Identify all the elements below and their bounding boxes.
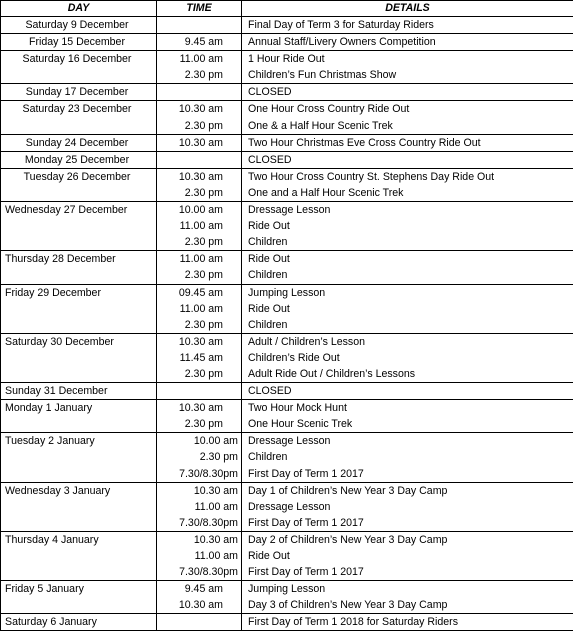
time-value: 10.30 am — [178, 402, 223, 415]
details-value: CLOSED — [248, 153, 292, 166]
time-value — [160, 383, 223, 399]
day-cell: Sunday 24 December — [1, 134, 157, 151]
details-cell — [242, 433, 573, 482]
details-cell — [242, 400, 573, 433]
day-cell: Wednesday 27 December — [1, 202, 157, 251]
time-value: 11.00 am — [179, 220, 223, 233]
time-cell — [157, 134, 242, 151]
details-value: One & a Half Hour Scenic Trek — [248, 119, 393, 132]
time-value: 2.30 pm — [184, 367, 223, 380]
table-row — [1, 134, 573, 151]
details-cell — [242, 482, 573, 531]
details-value: Day 1 of Children’s New Year 3 Day Camp — [248, 484, 448, 497]
details-cell — [242, 84, 573, 101]
time-value: 10.30 am — [178, 136, 223, 149]
details-value: Children — [248, 236, 288, 249]
time-value: 9.45 am — [184, 583, 223, 596]
time-value: 10.30 am — [178, 335, 223, 348]
time-value: 11.00 am — [179, 53, 223, 66]
day-cell: Friday 15 December — [1, 34, 157, 51]
time-value: 11.45 am — [179, 351, 223, 364]
time-cell — [157, 614, 242, 631]
time-cell — [157, 202, 242, 251]
time-value: 2.30 pm — [184, 186, 223, 199]
details-cell — [242, 101, 573, 134]
details-value: 1 Hour Ride Out — [248, 53, 325, 66]
details-cell — [242, 202, 573, 251]
time-value: 2.30 pm — [184, 269, 223, 282]
table-row — [1, 151, 573, 168]
details-value: CLOSED — [248, 385, 292, 398]
time-value: 11.00 am — [194, 550, 238, 562]
details-value: First Day of Term 1 2017 — [248, 467, 364, 480]
details-cell — [242, 17, 573, 34]
time-value: 7.30/8.30pm — [179, 516, 238, 529]
table-row — [1, 284, 573, 333]
time-value: 2.30 pm — [184, 69, 223, 82]
time-value — [160, 152, 223, 168]
time-value: 2.30 pm — [184, 318, 223, 331]
details-value: Day 3 of Children’s New Year 3 Day Camp — [248, 599, 448, 612]
table-row — [1, 251, 573, 284]
time-value: 11.00 am — [194, 500, 238, 513]
details-value: Children — [248, 269, 288, 282]
details-value: Two Hour Cross Country St. Stephens Day Ride Out — [248, 170, 495, 183]
details-value: Day 2 of Children’s New Year 3 Day Camp — [248, 533, 448, 546]
details-value: Children — [248, 451, 288, 464]
header-row — [1, 1, 573, 17]
time-cell — [157, 151, 242, 168]
time-cell — [157, 433, 242, 482]
table-row — [1, 383, 573, 400]
time-cell — [157, 34, 242, 51]
time-value: 2.30 pm — [184, 119, 223, 132]
header-day: DAY — [1, 1, 157, 17]
time-cell — [157, 51, 242, 84]
details-value: One Hour Cross Country Ride Out — [248, 103, 410, 116]
time-cell — [157, 17, 242, 34]
table-row — [1, 17, 573, 34]
time-value: 10.00 am — [178, 204, 223, 217]
table-row — [1, 482, 573, 531]
details-value: Jumping Lesson — [248, 583, 326, 596]
time-cell — [157, 531, 242, 580]
time-value: 9.45 am — [184, 36, 223, 49]
time-value: 10.30 am — [178, 599, 223, 612]
day-cell: Monday 1 January — [1, 400, 157, 433]
table-row — [1, 168, 573, 201]
day-cell: Wednesday 3 January — [1, 482, 157, 531]
time-value: 11.00 am — [179, 253, 223, 266]
details-cell — [242, 134, 573, 151]
time-value — [160, 84, 223, 100]
day-cell: Thursday 4 January — [1, 531, 157, 580]
table-row — [1, 433, 573, 482]
time-value: 2.30 pm — [184, 236, 223, 249]
details-value: One Hour Scenic Trek — [248, 418, 353, 431]
time-value: 2.30 pm — [199, 451, 238, 464]
schedule-body — [1, 17, 573, 631]
details-value: Adult / Children’s Lesson — [248, 335, 365, 348]
time-value — [160, 17, 223, 33]
details-cell — [242, 284, 573, 333]
table-row — [1, 51, 573, 84]
details-value: Dressage Lesson — [248, 500, 331, 513]
time-cell — [157, 101, 242, 134]
time-value: 10.30 am — [193, 484, 238, 497]
details-cell — [242, 251, 573, 284]
details-value: Adult Ride Out / Children’s Lessons — [248, 367, 416, 380]
time-cell — [157, 482, 242, 531]
details-value: Ride Out — [248, 253, 290, 266]
table-row — [1, 84, 573, 101]
time-value: 11.00 am — [179, 302, 223, 315]
table-row — [1, 101, 573, 134]
time-cell — [157, 168, 242, 201]
time-cell — [157, 400, 242, 433]
details-cell — [242, 581, 573, 614]
day-cell: Tuesday 2 January — [1, 433, 157, 482]
details-cell — [242, 531, 573, 580]
time-value: 10.30 am — [178, 103, 223, 116]
time-cell — [157, 284, 242, 333]
details-value: Final Day of Term 3 for Saturday Riders — [248, 19, 434, 31]
details-value: Ride Out — [248, 550, 290, 562]
details-value: First Day of Term 1 2017 — [248, 566, 364, 579]
details-cell — [242, 333, 573, 382]
details-cell — [242, 51, 573, 84]
day-cell: Friday 29 December — [1, 284, 157, 333]
day-cell: Saturday 30 December — [1, 333, 157, 382]
time-value: 10.00 am — [193, 435, 238, 448]
day-cell: Sunday 31 December — [1, 383, 157, 400]
details-value: Annual Staff/Livery Owners Competition — [248, 36, 436, 49]
time-cell — [157, 333, 242, 382]
table-row — [1, 34, 573, 51]
day-cell: Saturday 9 December — [1, 17, 157, 34]
details-cell — [242, 151, 573, 168]
table-row — [1, 400, 573, 433]
details-value: Two Hour Christmas Eve Cross Country Ride Out — [248, 136, 481, 149]
details-value: Dressage Lesson — [248, 204, 331, 217]
details-value: Ride Out — [248, 220, 290, 233]
day-cell: Sunday 17 December — [1, 84, 157, 101]
day-cell: Thursday 28 December — [1, 251, 157, 284]
header-details: DETAILS — [242, 1, 573, 17]
day-cell: Saturday 16 December — [1, 51, 157, 84]
details-value: First Day of Term 1 2018 for Saturday Riders — [248, 616, 458, 629]
details-value: Children’s Fun Christmas Show — [248, 69, 397, 82]
time-value: 10.30 am — [178, 170, 223, 183]
details-value: Dressage Lesson — [248, 435, 331, 448]
details-cell — [242, 383, 573, 400]
time-value — [160, 614, 223, 630]
time-value: 7.30/8.30pm — [179, 566, 238, 579]
time-cell — [157, 383, 242, 400]
time-cell — [157, 251, 242, 284]
details-value: Children’s Ride Out — [248, 351, 340, 364]
day-cell: Saturday 6 January — [1, 614, 157, 631]
details-value: Two Hour Mock Hunt — [248, 402, 347, 415]
table-row — [1, 614, 573, 631]
table-row — [1, 202, 573, 251]
time-cell — [157, 84, 242, 101]
details-value: CLOSED — [248, 86, 292, 99]
table-row — [1, 531, 573, 580]
details-cell — [242, 168, 573, 201]
day-cell: Tuesday 26 December — [1, 168, 157, 201]
details-value: One and a Half Hour Scenic Trek — [248, 186, 404, 199]
details-cell — [242, 34, 573, 51]
time-value: 10.30 am — [193, 533, 238, 546]
time-value: 09.45 am — [178, 286, 223, 299]
time-cell — [157, 581, 242, 614]
details-value: Ride Out — [248, 302, 290, 315]
details-value: Jumping Lesson — [248, 286, 326, 299]
time-value: 2.30 pm — [184, 418, 223, 431]
details-value: First Day of Term 1 2017 — [248, 516, 364, 529]
table-row — [1, 581, 573, 614]
details-value: Children — [248, 318, 288, 331]
table-row — [1, 333, 573, 382]
time-value: 7.30/8.30pm — [179, 467, 238, 480]
day-cell: Saturday 23 December — [1, 101, 157, 134]
header-time: TIME — [157, 1, 242, 17]
details-cell — [242, 614, 573, 631]
day-cell: Monday 25 December — [1, 151, 157, 168]
day-cell: Friday 5 January — [1, 581, 157, 614]
